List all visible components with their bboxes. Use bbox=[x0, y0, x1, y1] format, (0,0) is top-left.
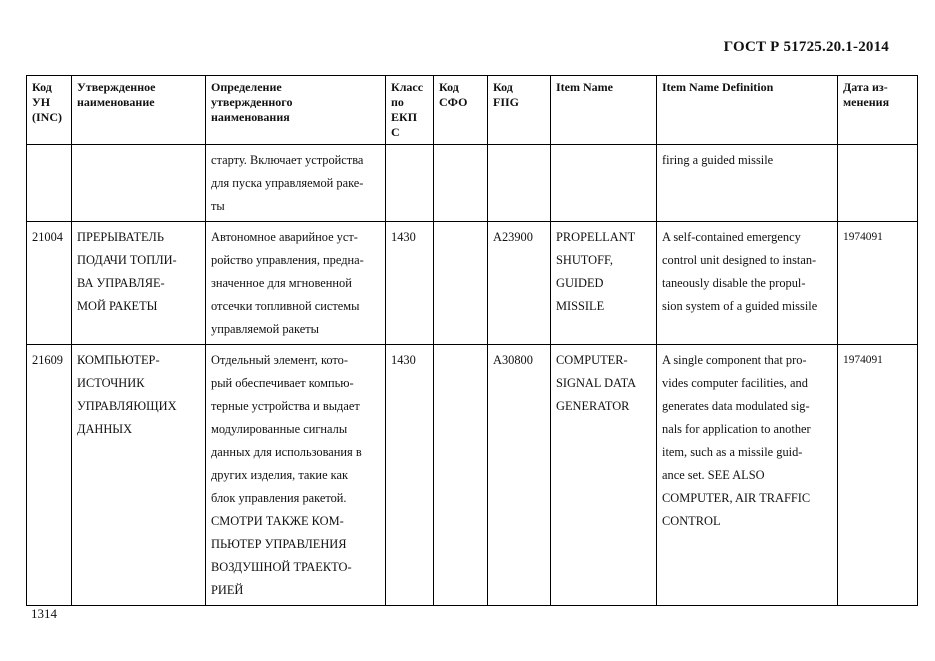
cell-item-name bbox=[551, 222, 657, 345]
header-item-name bbox=[551, 76, 657, 145]
cell-item-definition bbox=[657, 345, 838, 606]
cell-text-line: SIGNAL DATA bbox=[556, 376, 637, 390]
cell-text-line: РИЕЙ bbox=[211, 583, 244, 597]
table-row bbox=[27, 145, 918, 222]
cell-text-line: (INC) bbox=[32, 110, 62, 124]
cell-text-line: ПЬЮТЕР УПРАВЛЕНИЯ bbox=[211, 537, 347, 551]
cell-text-line: менения bbox=[843, 95, 890, 109]
cell-fiig bbox=[488, 345, 551, 606]
cell-text-line: 1974091 bbox=[843, 354, 883, 366]
cell-text-line: СФО bbox=[439, 95, 468, 109]
cell-text-line: ЕКП bbox=[391, 110, 418, 124]
cell-text-line: ВА УПРАВЛЯЕ- bbox=[77, 276, 165, 290]
cell-text-line: A30800 bbox=[493, 353, 533, 367]
cell-definition-ru bbox=[206, 222, 386, 345]
cell-text-line: Отдельный элемент, кото- bbox=[211, 353, 348, 367]
cell-text-line: других изделия, такие как bbox=[211, 468, 349, 482]
cell-text-line: блок управления ракетой. bbox=[211, 491, 347, 505]
cell-text-line: СМОТРИ ТАКЖЕ КОМ- bbox=[211, 514, 344, 528]
cell-text-line: ПОДАЧИ ТОПЛИ- bbox=[77, 253, 177, 267]
cell-date bbox=[838, 145, 918, 222]
cell-text-line: 1974091 bbox=[843, 231, 883, 243]
cell-sfo bbox=[434, 145, 488, 222]
cell-class bbox=[386, 222, 434, 345]
cell-text-line: 21004 bbox=[32, 230, 63, 244]
cell-item-definition bbox=[657, 222, 838, 345]
cell-text-line: терные устройства и выдает bbox=[211, 399, 360, 413]
header-inc-code bbox=[27, 76, 72, 145]
cell-text-line: УН bbox=[32, 95, 51, 109]
cell-text-line: 21609 bbox=[32, 353, 63, 367]
page-number: 1314 bbox=[31, 606, 57, 621]
cell-text-line: GENERATOR bbox=[556, 399, 630, 413]
cell-sfo bbox=[434, 222, 488, 345]
cell-text-line: управляемой ракеты bbox=[211, 322, 320, 336]
cell-text-line: отсечки топливной системы bbox=[211, 299, 360, 313]
cell-text-line: Утвержденное bbox=[77, 80, 156, 94]
header-name-definition bbox=[206, 76, 386, 145]
cell-text-line: nals for application to another bbox=[662, 422, 811, 436]
cell-text-line: модулированные сигналы bbox=[211, 422, 348, 436]
cell-text-line: Определение bbox=[211, 80, 282, 94]
catalog-table bbox=[26, 75, 918, 606]
cell-name-ru bbox=[72, 145, 206, 222]
cell-text-line: Код bbox=[493, 80, 513, 94]
cell-sfo bbox=[434, 345, 488, 606]
cell-text-line: утвержденного bbox=[211, 95, 293, 109]
cell-text-line: рый обеспечивает компью- bbox=[211, 376, 354, 390]
cell-text-line: данных для использования в bbox=[211, 445, 362, 459]
cell-date bbox=[838, 222, 918, 345]
cell-item-definition bbox=[657, 145, 838, 222]
cell-item-name bbox=[551, 145, 657, 222]
cell-text-line: SHUTOFF, bbox=[556, 253, 613, 267]
cell-text-line: ПРЕРЫВАТЕЛЬ bbox=[77, 230, 164, 244]
header-change-date bbox=[838, 76, 918, 145]
header-fiig-code bbox=[488, 76, 551, 145]
cell-text-line: старту. Включает устройства bbox=[211, 153, 364, 167]
cell-text-line: generates data modulated sig- bbox=[662, 399, 810, 413]
cell-text-line: ДАННЫХ bbox=[77, 422, 133, 436]
cell-text-line: Дата из- bbox=[843, 80, 888, 94]
cell-text-line: Код bbox=[32, 80, 52, 94]
cell-text-line: 1430 bbox=[391, 230, 416, 244]
cell-class bbox=[386, 145, 434, 222]
header-approved-name bbox=[72, 76, 206, 145]
cell-text-line: Код bbox=[439, 80, 459, 94]
cell-text-line: COMPUTER- bbox=[556, 353, 628, 367]
header-item-name-definition bbox=[657, 76, 838, 145]
cell-text-line: УПРАВЛЯЮЩИХ bbox=[77, 399, 177, 413]
cell-item-name bbox=[551, 345, 657, 606]
cell-text-line: taneously disable the propul- bbox=[662, 276, 806, 290]
cell-text-line: С bbox=[391, 125, 400, 139]
cell-text-line: item, such as a missile guid- bbox=[662, 445, 803, 459]
cell-text-line: A single component that pro- bbox=[662, 353, 807, 367]
cell-text-line: Item Name Definition bbox=[662, 80, 774, 94]
cell-text-line: для пуска управляемой раке- bbox=[211, 176, 364, 190]
cell-inc bbox=[27, 345, 72, 606]
cell-text-line: CONTROL bbox=[662, 514, 721, 528]
cell-text-line: vides computer facilities, and bbox=[662, 376, 808, 390]
cell-text-line: наименования bbox=[211, 110, 290, 124]
cell-inc bbox=[27, 145, 72, 222]
cell-definition-ru bbox=[206, 345, 386, 606]
cell-text-line: FIIG bbox=[493, 95, 520, 109]
cell-text-line: A self-contained emergency bbox=[662, 230, 801, 244]
cell-text-line: 1430 bbox=[391, 353, 416, 367]
cell-text-line: значенное для мгновенной bbox=[211, 276, 352, 290]
cell-text-line: ance set. SEE ALSO bbox=[662, 468, 765, 482]
cell-name-ru bbox=[72, 222, 206, 345]
cell-text-line: A23900 bbox=[493, 230, 533, 244]
cell-text-line: PROPELLANT bbox=[556, 230, 636, 244]
cell-text-line: Item Name bbox=[556, 80, 613, 94]
cell-text-line: Класс bbox=[391, 80, 424, 94]
cell-text-line: по bbox=[391, 95, 404, 109]
table-row bbox=[27, 345, 918, 606]
cell-fiig bbox=[488, 222, 551, 345]
cell-text-line: МОЙ РАКЕТЫ bbox=[77, 299, 158, 313]
cell-text-line: ройство управления, предна- bbox=[211, 253, 364, 267]
cell-fiig bbox=[488, 145, 551, 222]
cell-text-line: ВОЗДУШНОЙ ТРАЕКТО- bbox=[211, 560, 352, 574]
cell-text-line: ты bbox=[211, 199, 225, 213]
cell-text-line: GUIDED bbox=[556, 276, 604, 290]
cell-date bbox=[838, 345, 918, 606]
document-standard-number: ГОСТ Р 51725.20.1-2014 bbox=[723, 39, 889, 55]
cell-class bbox=[386, 345, 434, 606]
header-class bbox=[386, 76, 434, 145]
cell-text-line: COMPUTER, AIR TRAFFIC bbox=[662, 491, 811, 505]
cell-text-line: наименование bbox=[77, 95, 155, 109]
cell-text-line: control unit designed to instan- bbox=[662, 253, 817, 267]
cell-text-line: MISSILE bbox=[556, 299, 605, 313]
cell-text-line: Автономное аварийное уст- bbox=[211, 230, 358, 244]
cell-definition-ru bbox=[206, 145, 386, 222]
cell-name-ru bbox=[72, 345, 206, 606]
cell-text-line: КОМПЬЮТЕР- bbox=[77, 353, 160, 367]
cell-inc bbox=[27, 222, 72, 345]
cell-text-line: firing a guided missile bbox=[662, 153, 774, 167]
cell-text-line: ИСТОЧНИК bbox=[77, 376, 145, 390]
header-sfo-code bbox=[434, 76, 488, 145]
table-header-row bbox=[27, 76, 918, 145]
cell-text-line: sion system of a guided missile bbox=[662, 299, 818, 313]
table-row bbox=[27, 222, 918, 345]
